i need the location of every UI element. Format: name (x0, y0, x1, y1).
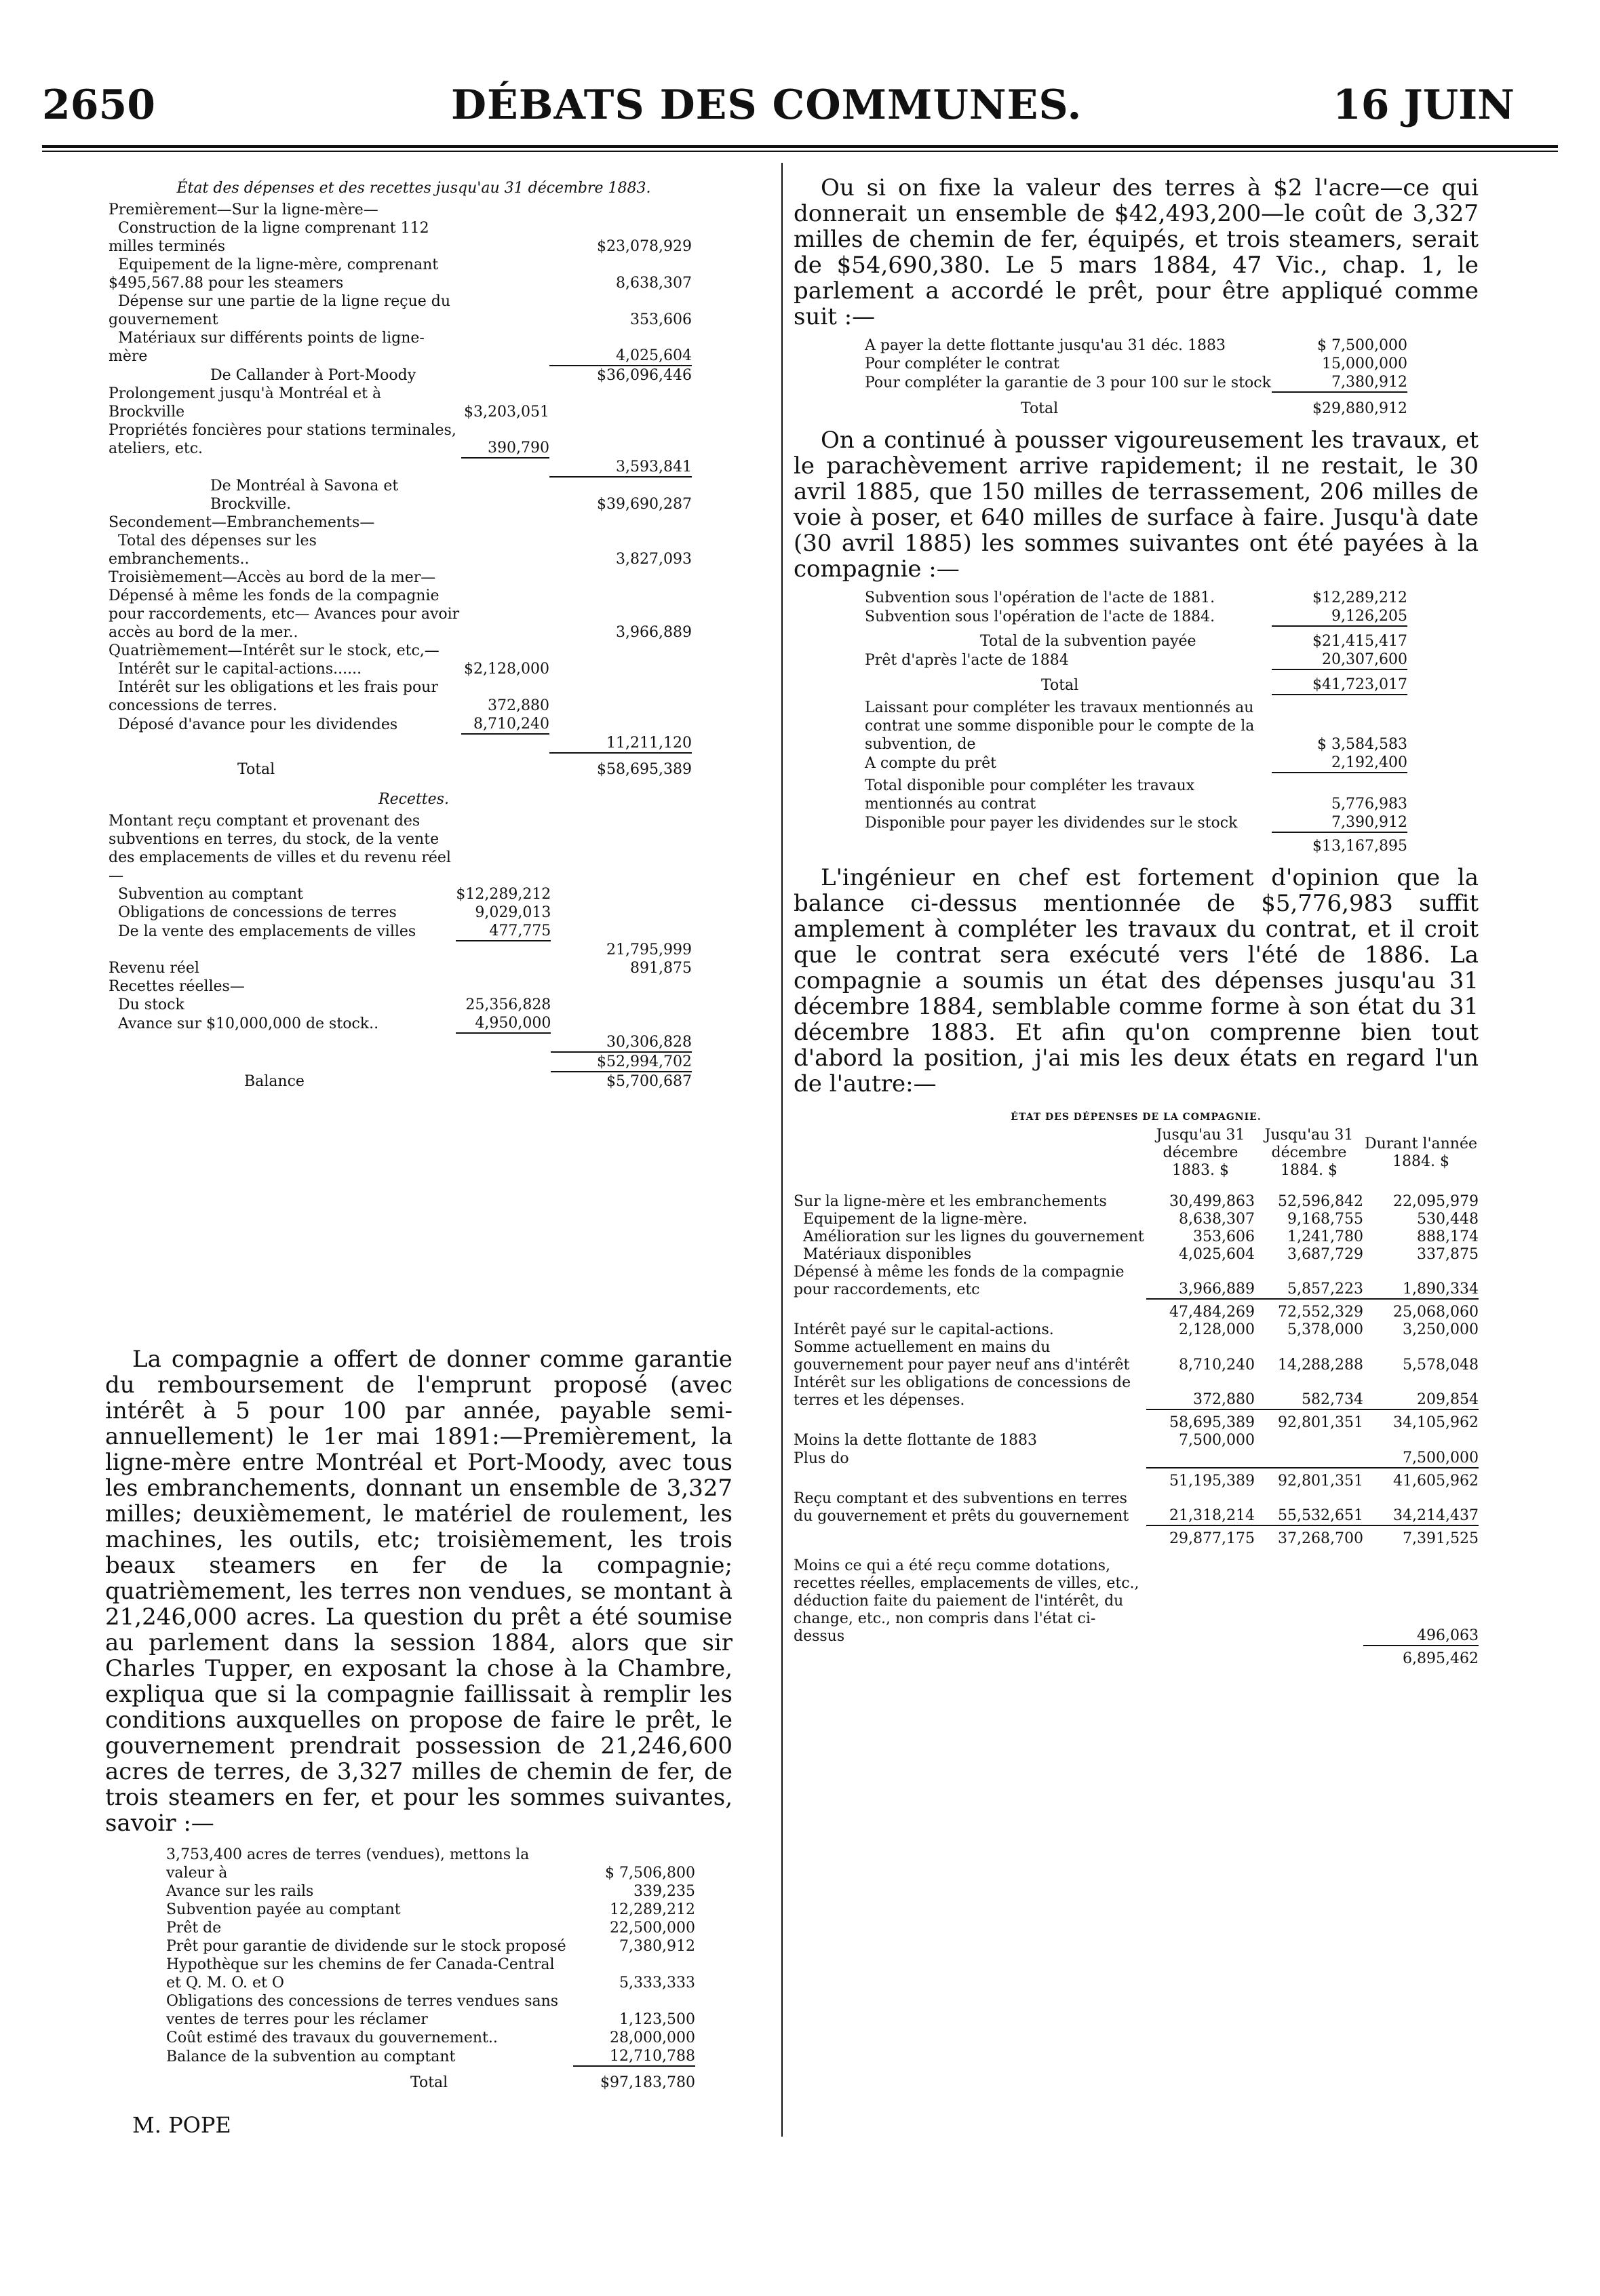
table-row: Déposé d'avance pour les dividendes 8,710,240 (109, 716, 549, 733)
table-row: Pour compléter le contrat 15,000,000 (865, 355, 1407, 372)
table-row: Balance de la subvention au comptant 12,710,788 (166, 2048, 695, 2065)
table-row: Balance $5,700,687 (244, 1073, 692, 1090)
speaker-name: M. POPE (132, 2112, 231, 2138)
column-header: Durant l'année 1884. $ (1364, 1135, 1478, 1170)
table-row: Intérêt payé sur le capital-actions. 2,128,000 5,378,000 3,250,000 (794, 1321, 1479, 1338)
table-row: Total de la subvention payée $21,415,417 (980, 633, 1407, 650)
table-row: Secondement—Embranchements— (109, 514, 375, 531)
table-row: Obligations de concessions de terres 9,029,013 (109, 904, 551, 921)
table-row: 3,593,841 (109, 458, 692, 477)
table-row: A compte du prêt 2,192,400 (865, 754, 1407, 772)
table-row: A payer la dette flottante jusqu'au 31 déc. 1883 $ 7,500,000 (865, 337, 1407, 354)
table-row: Prolongement jusqu'à Montréal et à Brockville $3,203,051 (109, 385, 549, 421)
table-row: Matériaux disponibles 4,025,604 3,687,729 337,875 (794, 1246, 1479, 1263)
table-row: Sur la ligne-mère et les embranchements 30,499,863 52,596,842 22,095,979 (794, 1193, 1479, 1210)
table-row: Intérêt sur les obligations et les frais pour concessions de terres. 372,880 (109, 679, 549, 714)
table-row: Hypothèque sur les chemins de fer Canada-Central et Q. M. O. et O 5,333,333 (166, 1956, 695, 1991)
column-header: Jusqu'au 31 décembre 1884. $ (1264, 1127, 1354, 1179)
statement-1883-caption: État des dépenses et des recettes jusqu'au 31 décembre 1883. (176, 180, 651, 197)
table-row: Construction de la ligne comprenant 112 milles terminés $23,078,929 (109, 220, 692, 255)
table-row: Coût estimé des travaux du gouvernement.. 28,000,000 (166, 2029, 695, 2046)
valuation-paragraph: Ou si on fixe la valeur des terres à $2 l'acre—ce qui donnerait un ensemble de $42,493,200—le coût de 3,327 milles de chemin de fer, équipés, et trois steamers, serait de $54,690,380. Le 5 mars 1884, 47 Vic., chap. 1, le parlement a accordé le prêt, pour être appliqué comme suit :— (794, 174, 1479, 330)
recettes-heading: Recettes. (378, 791, 449, 808)
table-row: Du stock 25,356,828 (109, 996, 551, 1013)
table-row: Recettes réelles— (109, 978, 245, 995)
table-row: De la vente des emplacements de villes 477,775 (109, 922, 551, 940)
left-body (105, 1346, 733, 2138)
table-row: Total disponible pour compléter les travaux mentionnés au contrat 5,776,983 (865, 777, 1407, 813)
receipts-1883-table (109, 812, 692, 1091)
table-row: Moins ce qui a été reçu comme dotations, recettes réelles, emplacements de villes, etc., déduction faite du paiement de l'intérêt, du change, etc., non compris dans l'état ci-dessus 496,063 (794, 1548, 1479, 1646)
table-row: $52,994,702 (109, 1052, 692, 1072)
table-row: Avance sur les rails 339,235 (166, 1883, 695, 1900)
guarantee-paragraph: La compagnie a offert de donner comme garantie du remboursement de l'emprunt proposé (avec intérêt à 5 pour 100 par année, payable semi-annuellement) le 1er mai 1891:—Premièrement, la ligne-mère entre Montréal et Port-Moody, avec tous les embranchements, donnant un ensemble de 3,327 milles; deuxièmement, le matériel de roulement, les machines, les outils, etc; troisièmement, les trois beaux steamers en fer de la compagnie; quatrièmement, les terres non vendues, se montant à 21,246,000 acres. La question du prêt a été soumise au parlement dans la session 1884, alors que sir Charles Tupper, en exposant la chose à la Chambre, expliqua que si la compagnie faillissait à remplir les conditions auxquelles on propose de faire le prêt, le gouvernement prendrait possession de 21,246,600 acres de terres, de 3,327 milles de chemin de fer, de trois steamers en fer, et pour les sommes suivantes, savoir :— (105, 1346, 733, 1837)
table-row: 47,484,269 72,552,329 25,068,060 (1169, 1304, 1479, 1321)
table-row: Avance sur $10,000,000 de stock.. 4,950,000 (109, 1015, 551, 1032)
table-row: 51,195,389 92,801,351 41,605,962 (1169, 1473, 1479, 1490)
table-row: 30,306,828 (109, 1033, 692, 1052)
table-row: Total $41,723,017 (865, 669, 1407, 695)
table-row: Obligations des concessions de terres vendues sans ventes de terres pour les réclamer 1,123,500 (166, 1993, 695, 2028)
etat-title: ÉTAT DES DÉPENSES DE LA COMPAGNIE. (1011, 1112, 1262, 1123)
journal-title: DÉBATS DES COMMUNES. (451, 81, 1082, 129)
progress-paragraph: On a continué à pousser vigoureusement les travaux, et le parachèvement arrive rapidement; il ne restait, le 30 avril 1885, que 150 milles de terrassement, 206 milles de voie à poser, et 640 milles de surface à faire. Jusqu'à date (30 avril 1885) les sommes suivantes ont été payées à la compagnie :— (794, 427, 1479, 583)
table-row: De Montréal à Savona et Brockville. $39,690,287 (210, 478, 692, 513)
header-rule-thick (42, 145, 1558, 148)
table-row: Revenu réel 891,875 (109, 960, 692, 977)
left-column (109, 180, 719, 1091)
table-row: Prêt d'après l'acte de 1884 20,307,600 (865, 651, 1407, 669)
table-row: Plus do 7,500,000 (794, 1449, 1479, 1467)
table-row: Somme actuellement en mains du gouvernement pour payer neuf ans d'intérêt 8,710,240 14,288,288 5,578,048 (794, 1339, 1479, 1374)
table-row: Subvention sous l'opération de l'acte de 1881. $12,289,212 (865, 589, 1407, 606)
right-column (794, 175, 1479, 1668)
loan-securities-table (166, 1846, 695, 2092)
table-row: Troisièmement—Accès au bord de la mer— Dépensé à même les fonds de la compagnie pour raccordements, etc— Avances pour avoir accès au bord de la mer.. 3,966,889 (109, 569, 692, 641)
table-row: Dépensé à même les fonds de la compagnie pour raccordements, etc 3,966,889 5,857,223 1,890,334 (794, 1264, 1479, 1298)
table-row: 3,753,400 acres de terres (vendues), mettons la valeur à $ 7,506,800 (166, 1846, 695, 1882)
table-row: Montant reçu comptant et provenant des subventions en terres, du stock, de la vente des emplacements de villes et du revenu réel— (109, 813, 451, 884)
table-row: Total des dépenses sur les embranchements.. 3,827,093 (109, 532, 692, 568)
header-rule-thin (42, 151, 1558, 152)
table-row: $13,167,895 (1312, 838, 1407, 855)
column-header: Jusqu'au 31 décembre 1883. $ (1156, 1127, 1245, 1179)
table-row: Quatrièmement—Intérêt sur le stock, etc,— (109, 642, 440, 659)
table-row: Laissant pour compléter les travaux mentionnés au contrat une somme disponible pour le compte de la subvention, de $ 3,584,583 (865, 699, 1407, 753)
payments-table (865, 589, 1407, 855)
loan-application-table (865, 336, 1407, 418)
table-row: Intérêt sur le capital-actions...... $2,128,000 (109, 661, 549, 678)
table-row: De Callander à Port-Moody $36,096,446 (210, 367, 692, 384)
expense-comparison-table (794, 1127, 1479, 1668)
page-number: 2650 (42, 81, 155, 129)
table-row: Subvention au comptant $12,289,212 (109, 886, 551, 903)
table-row: 6,895,462 (1403, 1650, 1479, 1667)
table-row: Premièrement—Sur la ligne-mère— (109, 201, 378, 218)
statement-1883-expenses-table (109, 201, 692, 779)
engineer-paragraph: L'ingénieur en chef est fortement d'opinion que la balance ci-dessus mentionnée de $5,776,983 suffit amplement à compléter les travaux du contrat, et il croit que le contrat sera exécuté vers l'été de 1886. La compagnie a soumis un état des dépenses jusqu'au 31 décembre 1884, semblable comme forme à son état du 31 décembre 1883. Et afin qu'on comprenne bien tout d'abord la position, j'ai mis les deux états en regard l'un de l'autre:— (794, 864, 1479, 1097)
table-row: 11,211,120 (109, 734, 692, 753)
table-header-row (794, 1127, 1479, 1180)
table-row: Matériaux sur différents points de ligne-mère 4,025,604 (109, 330, 692, 365)
table-row: Subvention sous l'opération de l'acte de 1884. 9,126,205 (865, 608, 1407, 625)
column-divider (781, 163, 783, 2137)
table-row: 21,795,999 (606, 941, 692, 958)
table-row: Pour compléter la garantie de 3 pour 100 sur le stock 7,380,912 (865, 374, 1407, 391)
table-row: 58,695,389 92,801,351 34,105,962 (1169, 1414, 1479, 1431)
table-row: Disponible pour payer les dividendes sur le stock 7,390,912 (865, 814, 1407, 832)
table-row: Intérêt sur les obligations de concessions de terres et les dépenses. 372,880 582,734 209,854 (794, 1374, 1479, 1409)
table-row: Total $58,695,389 (237, 761, 692, 778)
table-row: Prêt de 22,500,000 (166, 1920, 695, 1937)
table-row: 29,877,175 37,268,700 7,391,525 (1169, 1530, 1479, 1547)
table-row: Total $29,880,912 (1021, 400, 1407, 417)
table-row: Total $97,183,780 (410, 2074, 695, 2091)
table-row: Equipement de la ligne-mère, comprenant $495,567.88 pour les steamers 8,638,307 (109, 256, 692, 292)
page-date: 16 JUIN (1333, 81, 1515, 129)
table-row: Reçu comptant et des subventions en terres du gouvernement et prêts du gouvernement 21,318,214 55,532,651 34,214,437 (794, 1490, 1479, 1525)
table-row: Subvention payée au comptant 12,289,212 (166, 1901, 695, 1918)
table-row: Dépense sur une partie de la ligne reçue du gouvernement 353,606 (109, 293, 692, 328)
table-row: Equipement de la ligne-mère. 8,638,307 9,168,755 530,448 (794, 1211, 1479, 1228)
table-row: Propriétés foncières pour stations terminales, ateliers, etc. 390,790 (109, 422, 549, 457)
table-row: Prêt pour garantie de dividende sur le stock proposé 7,380,912 (166, 1938, 695, 1955)
table-row: Moins la dette flottante de 1883 7,500,000 (794, 1432, 1255, 1449)
table-row: Amélioration sur les lignes du gouvernement 353,606 1,241,780 888,174 (794, 1228, 1479, 1245)
